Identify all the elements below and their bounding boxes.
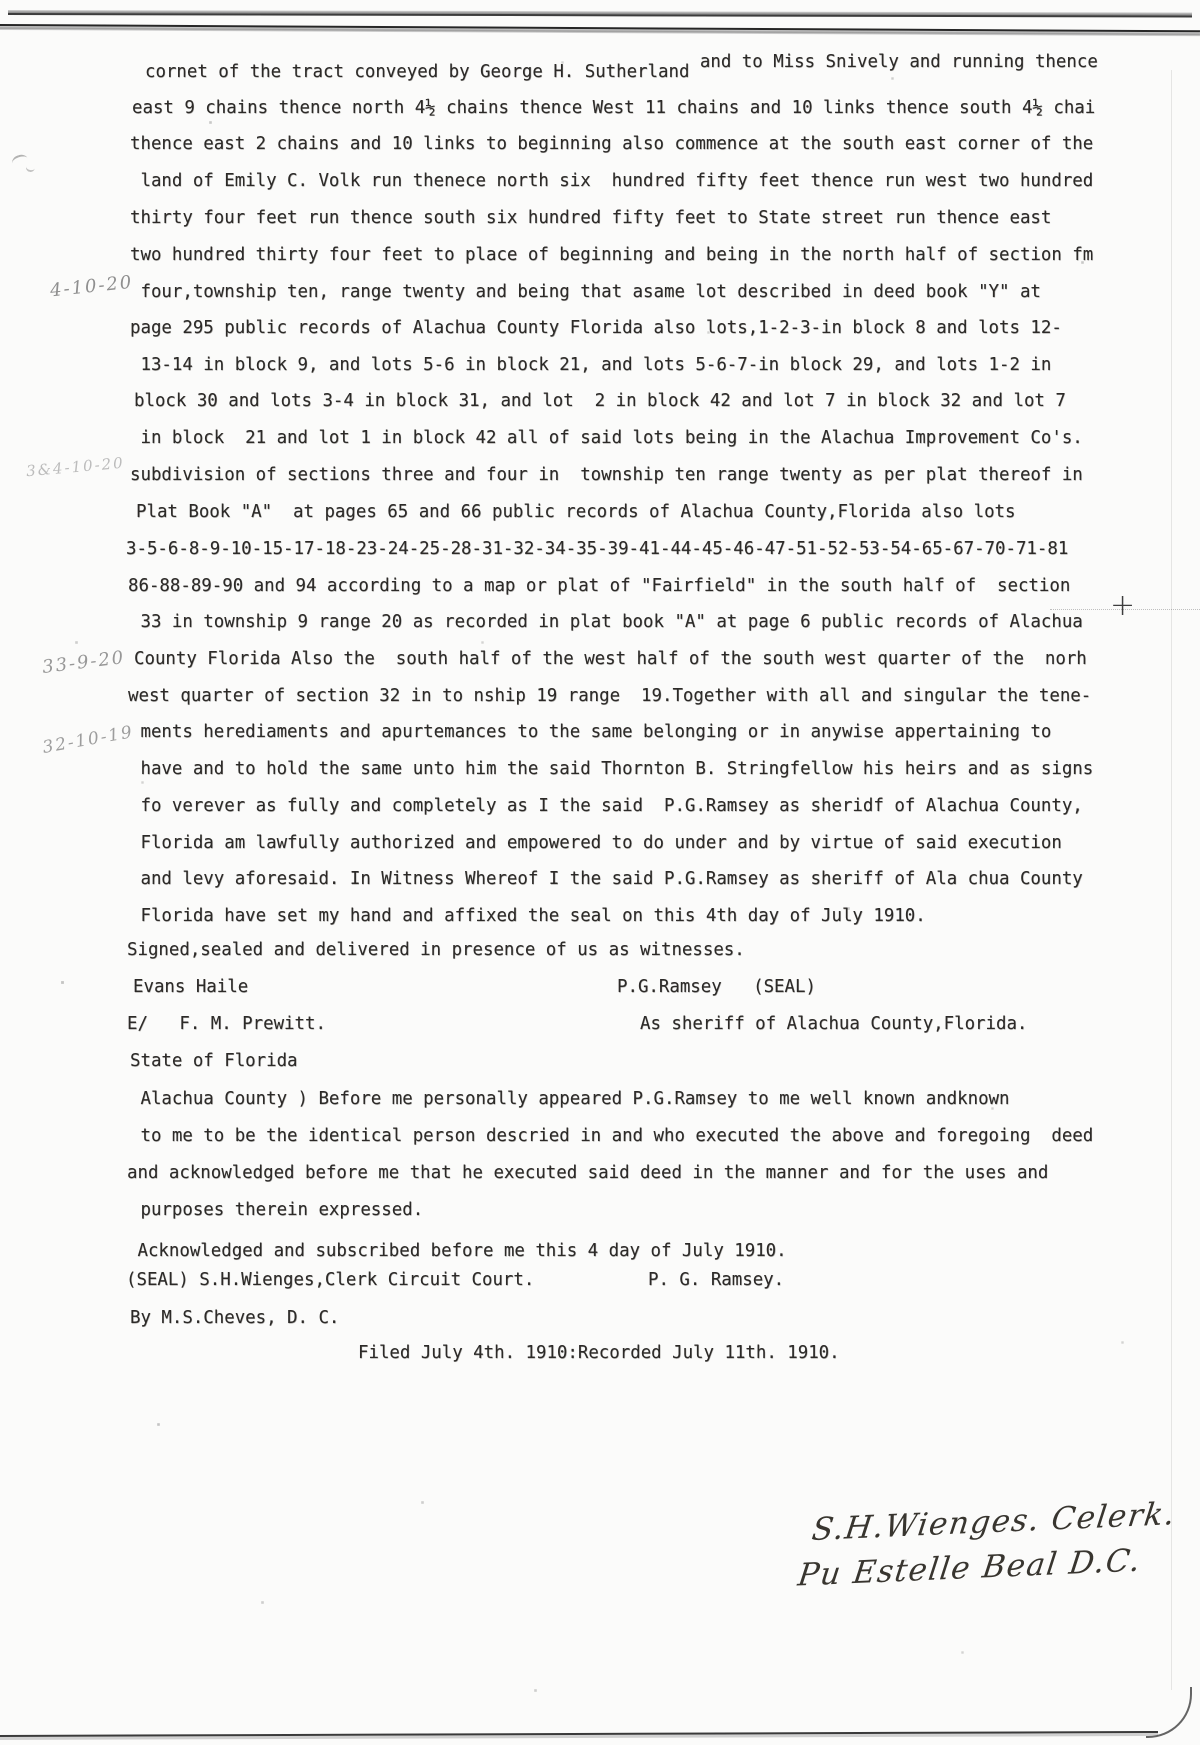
page-edge-line bbox=[1171, 70, 1172, 1690]
clerk-signature-line1: S.H.Wienges. Celerk. bbox=[809, 1495, 1179, 1549]
deed-text-line: 86-88-89-90 and 94 according to a map or plat of "Fairfield" in the south half of section bbox=[128, 576, 1071, 596]
deed-text-line: Signed,sealed and delivered in presence of us as witnesses. bbox=[127, 940, 745, 960]
deed-text-line: land of Emily C. Volk run thenece north six hundred fifty feet thence run west two hundred bbox=[130, 171, 1094, 191]
scan-speckles bbox=[0, 0, 1, 1]
deed-text-line: have and to hold the same unto him the said Thornton B. Stringfellow his heirs and as signs bbox=[130, 759, 1094, 779]
deed-text-line bbox=[145, 52, 1098, 82]
deed-text-line: east 9 chains thence north 4½ chains thence West 11 chains and 10 links thence south 4½ chai bbox=[132, 98, 1096, 118]
deed-text-line: block 30 and lots 3-4 in block 31, and lot 2 in block 42 and lot 7 in block 32 and lot 7 bbox=[134, 391, 1066, 411]
deed-text-line: 33 in township 9 range 20 as recorded in plat book "A" at page 6 public records of Alachua bbox=[130, 612, 1083, 632]
deed-text-line: Alachua County ) Before me personally appeared P.G.Ramsey to me well known andknown bbox=[130, 1089, 1010, 1109]
deed-text-line: in block 21 and lot 1 in block 42 all of said lots being in the Alachua Improvement Co's. bbox=[130, 428, 1083, 448]
ramsey-typed-name: P. G. Ramsey. bbox=[648, 1270, 785, 1290]
deed-text-line: to me to be the identical person descried in and who executed the above and foregoing deed bbox=[130, 1126, 1094, 1146]
margin-note-3and4-10-20: 3&4-10-20 bbox=[25, 453, 126, 481]
margin-note-32-10-19: 32-10-19 bbox=[40, 722, 136, 758]
deed-text-line: thence east 2 chains and 10 links to beginning also commence at the south east corner of the bbox=[130, 134, 1094, 154]
deed-text-line: subdivision of sections three and four in township ten range twenty as per plat thereof in bbox=[130, 465, 1083, 485]
deed-text-line: Florida have set my hand and affixed the seal on this 4th day of July 1910. bbox=[130, 906, 926, 926]
ramsey-seal-line: P.G.Ramsey (SEAL) bbox=[617, 977, 816, 997]
deed-text-line: west quarter of section 32 in to nship 19 range 19.Together with all and singular the tene- bbox=[128, 686, 1092, 706]
deed-text-line: page 295 public records of Alachua County Florida also lots,1-2-3-in block 8 and lots 12- bbox=[130, 318, 1062, 338]
deed-line1-raised-segment: and to Miss Snively and running thence bbox=[699, 52, 1098, 72]
deed-text-line: County Florida Also the south half of the west half of the south west quarter of the norh bbox=[134, 649, 1087, 669]
deed-line1-main: cornet of the tract conveyed by George H. Sutherland bbox=[145, 62, 700, 82]
witness-name-evans-haile: Evans Haile bbox=[133, 977, 249, 997]
deed-text-line: thirty four feet run thence south six hundred fifty feet to State street run thence east bbox=[130, 208, 1052, 228]
deed-text-line: Florida am lawfully authorized and empowered to do under and by virtue of said execution bbox=[130, 833, 1062, 853]
deed-text-line: and levy aforesaid. In Witness Whereof I the said P.G.Ramsey as sheriff of Ala chua County bbox=[130, 869, 1083, 889]
deed-text-line: 3-5-6-8-9-10-15-17-18-23-24-25-28-31-32-34-35-39-41-44-45-46-47-51-52-53-54-65-67-70-71-81 bbox=[126, 539, 1069, 559]
as-sheriff-line: As sheriff of Alachua County,Florida. bbox=[640, 1014, 1028, 1034]
witness-name-prewitt: E/ F. M. Prewitt. bbox=[127, 1014, 326, 1034]
deed-text-line: Plat Book "A" at pages 65 and 66 public records of Alachua County,Florida also lots bbox=[136, 502, 1016, 522]
deed-text-line: ments herediaments and apurtemances to the same belonging or in anywise appertaining to bbox=[130, 722, 1052, 742]
page-corner-curve bbox=[1146, 1687, 1192, 1738]
margin-note-4-10-20: 4-10-20 bbox=[49, 271, 135, 302]
deed-text-line: two hundred thirty four feet to place of beginning and being in the north half of section fm bbox=[130, 245, 1094, 265]
clerk-seal-line: (SEAL) S.H.Wienges,Clerk Circuit Court. bbox=[126, 1270, 535, 1290]
plus-mark: + bbox=[1110, 588, 1136, 623]
deed-text-line: Acknowledged and subscribed before me this 4 day of July 1910. bbox=[127, 1241, 787, 1261]
deputy-clerk-line: By M.S.Cheves, D. C. bbox=[130, 1308, 340, 1328]
margin-note-33-9-20: 33-9-20 bbox=[41, 646, 127, 679]
deed-text-line: four,township ten, range twenty and being that asame lot described in deed book "Y" at bbox=[130, 282, 1041, 302]
deed-text-line: fo verever as fully and completely as I the said P.G.Ramsey as sheridf of Alachua County, bbox=[130, 796, 1083, 816]
ink-smudge bbox=[25, 162, 36, 173]
deed-text-line: and acknowledged before me that he executed said deed in the manner and for the uses and bbox=[127, 1163, 1049, 1183]
deed-text-line: purposes therein expressed. bbox=[130, 1200, 424, 1220]
deed-text-line: 13-14 in block 9, and lots 5-6 in block 21, and lots 5-6-7-in block 29, and lots 1-2 in bbox=[130, 355, 1052, 375]
deed-text-line: State of Florida bbox=[130, 1051, 298, 1071]
filed-recorded-line: Filed July 4th. 1910:Recorded July 11th. 1910. bbox=[358, 1343, 840, 1363]
clerk-signature-line2: Pu Estelle Beal D.C. bbox=[795, 1542, 1144, 1594]
